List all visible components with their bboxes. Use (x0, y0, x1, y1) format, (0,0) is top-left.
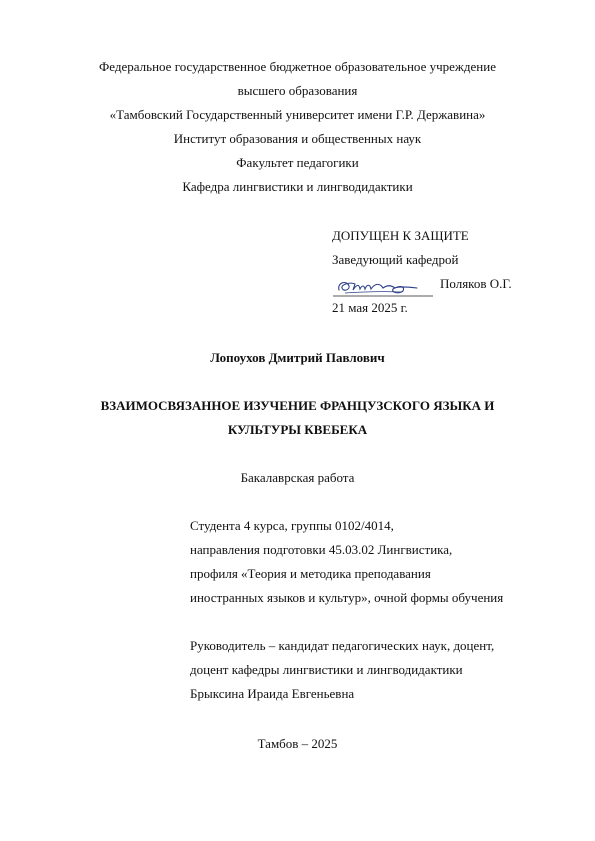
supervisor-info-line-2: доцент кафедры лингвистики и лингводидактики (190, 662, 463, 677)
approval-title: ДОПУЩЕН К ЗАЩИТЕ (332, 228, 469, 243)
student-info-line-2: направления подготовки 45.03.02 Лингвистика, (190, 542, 453, 557)
student-info-line-3: профиля «Теория и методика преподавания (190, 566, 431, 581)
header-line-3: «Тамбовский Государственный университет имени Г.Р. Державина» (109, 107, 486, 122)
supervisor-info-line-3: Брыксина Ираида Евгеньевна (190, 686, 355, 701)
work-type: Бакалаврская работа (240, 470, 355, 485)
header-line-6: Кафедра лингвистики и лингводидактики (182, 179, 413, 194)
thesis-title-line-1: ВЗАИМОСВЯЗАННОЕ ИЗУЧЕНИЕ ФРАНЦУЗСКОГО ЯЗЫКА И (100, 398, 495, 413)
supervisor-info-line-1: Руководитель – кандидат педагогических наук, доцент, (190, 638, 495, 653)
student-info-line-4: иностранных языков и культур», очной формы обучения (190, 590, 504, 605)
header-line-5: Факультет педагогики (236, 155, 359, 170)
header-line-1: Федеральное государственное бюджетное образовательное учреждение (99, 59, 496, 74)
student-info-line-1: Студента 4 курса, группы 0102/4014, (190, 518, 394, 533)
header-line-2: высшего образования (237, 83, 358, 98)
author-name: Лопоухов Дмитрий Павлович (210, 350, 385, 365)
thesis-title-line-2: КУЛЬТУРЫ КВЕБЕКА (227, 422, 368, 437)
city-year: Тамбов – 2025 (257, 736, 338, 751)
signature-image (331, 276, 435, 298)
approval-role: Заведующий кафедрой (332, 252, 459, 267)
header-line-4: Институт образования и общественных наук (173, 131, 422, 146)
approval-name: Поляков О.Г. (440, 276, 512, 291)
approval-date: 21 мая 2025 г. (332, 300, 408, 315)
